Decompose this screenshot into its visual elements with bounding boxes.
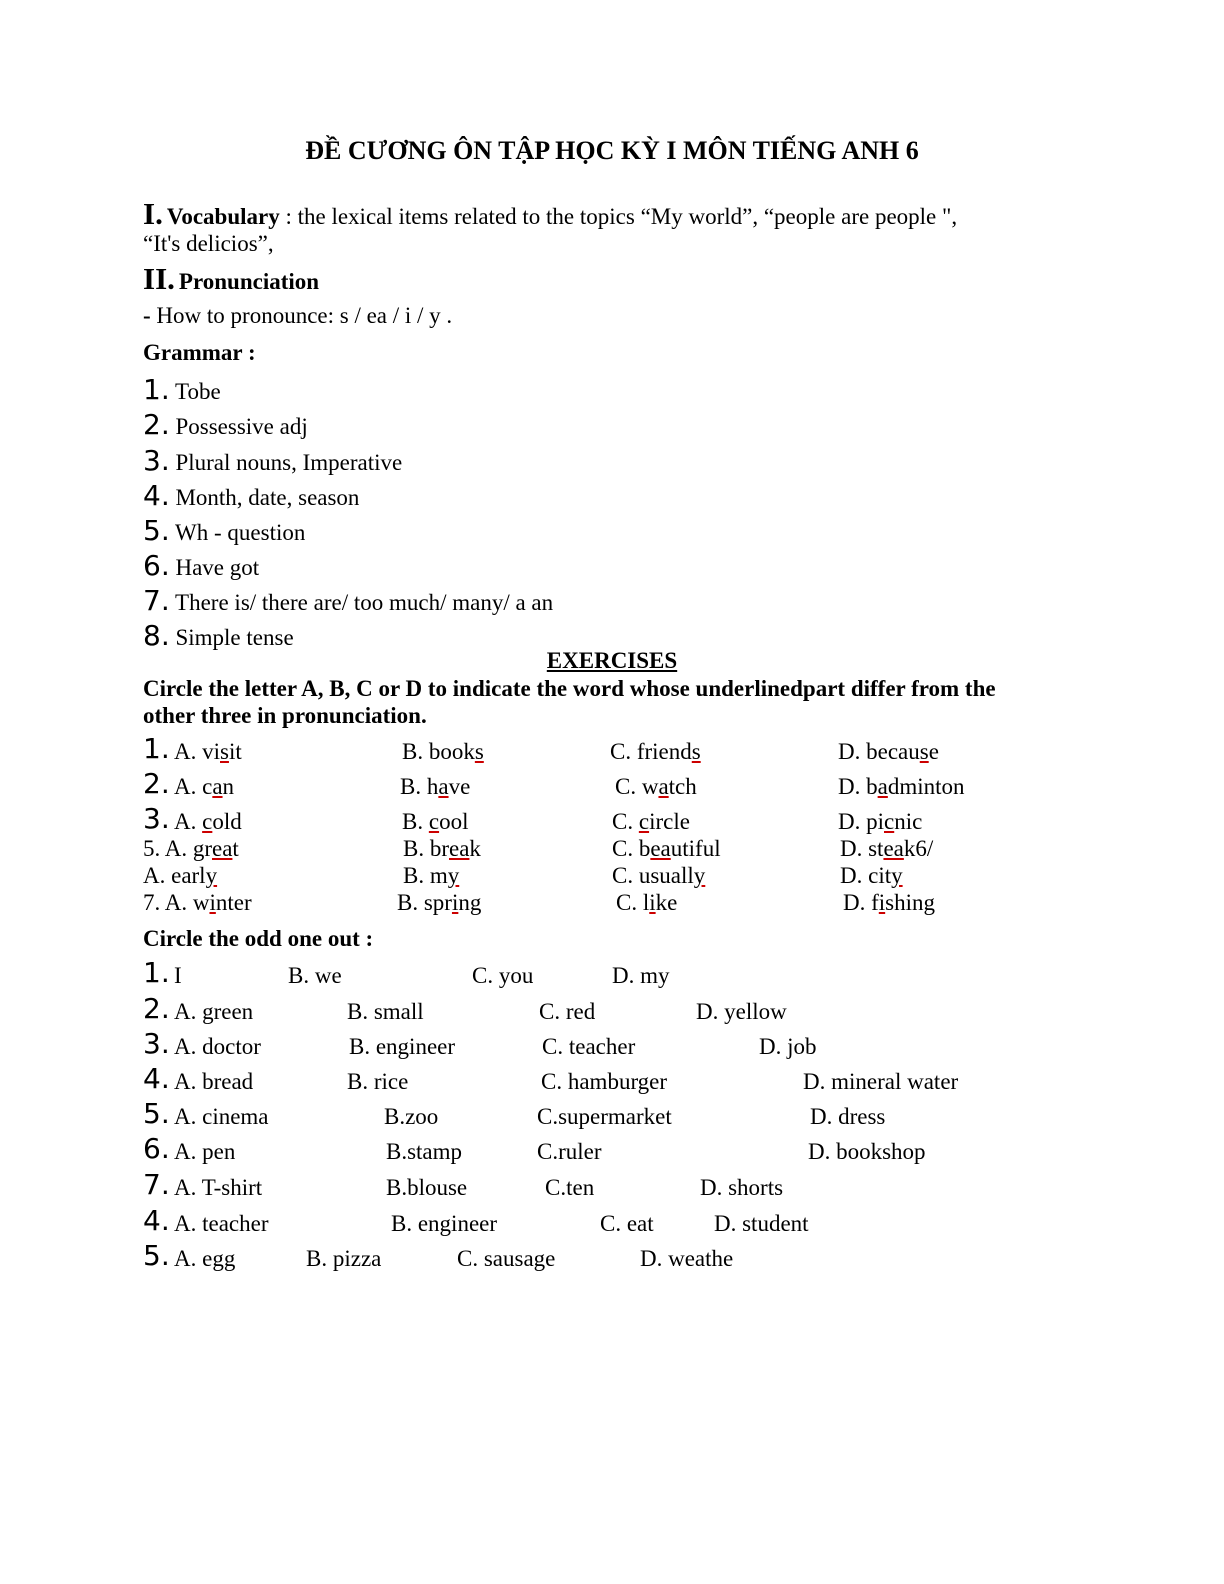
question-number: 4. [143, 1062, 170, 1095]
option-c[interactable]: C. like [616, 890, 678, 915]
item-number: 3. [143, 444, 170, 477]
instruction-line: Circle the letter A, B, C or D to indicate the word whose underlinedpart differ from the [143, 676, 996, 701]
underlined-part: i [878, 890, 886, 915]
option-a[interactable]: A. T-shirt [174, 1175, 263, 1200]
grammar-item [143, 584, 553, 617]
item-number: 7. [143, 584, 170, 617]
option-a[interactable]: A. doctor [174, 1034, 261, 1059]
instruction-line: other three in pronunciation. [143, 703, 427, 728]
grammar-item [143, 373, 221, 406]
grammar-item [143, 444, 402, 477]
option-c[interactable]: C. you [472, 963, 534, 988]
option-b[interactable]: B. we [288, 963, 342, 988]
underlined-part: y [447, 863, 460, 888]
item-number: 4. [143, 479, 170, 512]
section-vocabulary [143, 196, 957, 232]
underlined-part: ea [650, 836, 671, 861]
underlined-part: c [638, 809, 650, 834]
document-title: ĐỀ CƯƠNG ÔN TẬP HỌC KỲ I MÔN TIẾNG ANH 6 [305, 136, 919, 165]
option-d[interactable]: D. steak6/ [840, 836, 934, 861]
option-d[interactable]: D. dress [810, 1104, 886, 1129]
option-c[interactable]: C. beautiful [612, 836, 721, 861]
option-c[interactable]: C. eat [600, 1211, 654, 1236]
option-d[interactable]: D. city [840, 863, 903, 888]
option-b[interactable]: B. engineer [391, 1211, 498, 1236]
underlined-part: s [919, 739, 929, 764]
option-d[interactable]: D. student [714, 1211, 809, 1236]
option-d[interactable]: D. because [838, 739, 939, 764]
dash-marker: - [143, 303, 151, 328]
option-c[interactable]: C.ruler [537, 1139, 602, 1164]
question-number: 1. [143, 956, 170, 989]
pronunciation-text: How to pronounce: s / ea / i / y . [150, 303, 453, 328]
option-c[interactable]: C. teacher [542, 1034, 636, 1059]
option-d[interactable]: D. my [612, 963, 670, 988]
underlined-part: s [220, 739, 229, 764]
question-number: 2. [143, 767, 170, 800]
exercises-heading: EXERCISES [546, 648, 678, 673]
underlined-part: c [202, 809, 213, 834]
underlined-part: a [438, 774, 449, 799]
option-d[interactable]: D. job [759, 1034, 817, 1059]
option-c[interactable]: C. sausage [457, 1246, 556, 1271]
option-b[interactable]: B. cool [402, 809, 469, 834]
option-b[interactable]: B.blouse [386, 1175, 468, 1200]
item-number: 5. [143, 514, 170, 547]
grammar-item [143, 479, 359, 512]
item-text: There is/ there are/ too much/ many/ a an [169, 590, 554, 615]
option-a[interactable]: A. bread [174, 1069, 254, 1094]
item-text: Possessive adj [169, 414, 308, 439]
underlined-part: ea [449, 836, 470, 861]
section-numeral: I. [143, 196, 163, 231]
item-number: 6. [143, 549, 170, 582]
option-a[interactable]: A. cold [174, 809, 242, 834]
option-b[interactable]: B. rice [347, 1069, 409, 1094]
option-a[interactable]: 7. A. winter [143, 890, 252, 915]
underlined-part: i [451, 890, 459, 915]
question-number: 3. [143, 802, 170, 835]
option-b[interactable]: B.stamp [386, 1139, 463, 1164]
underlined-part: ea [212, 836, 233, 861]
underlined-part: ea [883, 836, 904, 861]
option-c[interactable]: C. watch [615, 774, 697, 799]
question-number: 5. [143, 1097, 170, 1130]
section-label: Vocabulary [166, 204, 280, 229]
underlined-part: i [649, 890, 656, 915]
option-a[interactable]: 5. A. great [143, 836, 239, 861]
option-c[interactable]: C.ten [545, 1175, 595, 1200]
question-number: 7. [143, 1168, 170, 1201]
option-d[interactable]: D. yellow [696, 999, 787, 1024]
item-text: Tobe [169, 379, 221, 404]
question-number: 4. [143, 1204, 170, 1237]
section-text-continued: “It's delicios”, [143, 231, 274, 256]
option-a[interactable]: A. pen [174, 1139, 236, 1164]
underlined-part: y [205, 863, 218, 888]
section-numeral: II. [143, 261, 175, 296]
item-number: 2. [143, 408, 170, 441]
option-b[interactable]: B. books [402, 739, 484, 764]
item-text: Plural nouns, Imperative [169, 450, 403, 475]
question-number: 5. [143, 1239, 170, 1272]
option-c[interactable]: C. circle [612, 809, 690, 834]
option-a[interactable]: A. cinema [174, 1104, 269, 1129]
option-c[interactable]: C. friends [610, 739, 701, 764]
question-number: 3. [143, 1027, 170, 1060]
option-a[interactable]: A. visit [174, 739, 242, 764]
section-pronunciation [143, 261, 319, 297]
option-b[interactable]: B. my [403, 863, 460, 888]
option-a[interactable]: A. green [174, 999, 254, 1024]
underlined-part: c [428, 809, 440, 834]
grammar-item [143, 514, 305, 547]
option-d[interactable]: D. shorts [700, 1175, 784, 1200]
item-text: Month, date, season [169, 485, 360, 510]
option-c[interactable]: C. red [539, 999, 596, 1024]
item-number: 8. [143, 619, 170, 652]
option-d[interactable]: D. picnic [838, 809, 923, 834]
option-c[interactable]: C.supermarket [537, 1104, 672, 1129]
item-number: 1. [143, 373, 170, 406]
option-d[interactable]: D. mineral water [803, 1069, 959, 1094]
option-b[interactable]: B. break [403, 836, 481, 861]
question-number: 1. [143, 732, 170, 765]
question-number: 6. [143, 1132, 170, 1165]
pronunciation-note [143, 303, 452, 329]
underlined-part: a [877, 774, 888, 799]
item-text: Wh - question [169, 520, 306, 545]
underlined-part: a [212, 774, 223, 799]
option-b[interactable]: B. pizza [306, 1246, 382, 1271]
underlined-part: a [658, 774, 669, 799]
item-text: Simple tense [169, 625, 294, 650]
option-a[interactable]: A. teacher [174, 1211, 269, 1236]
underlined-part: s [691, 739, 701, 764]
underlined-part: c [884, 809, 895, 834]
option-b[interactable]: B.zoo [384, 1104, 439, 1129]
question-number: 2. [143, 992, 170, 1025]
underlined-part: y [891, 863, 903, 888]
underlined-part: i [209, 890, 216, 915]
option-d[interactable]: D. fishing [843, 890, 936, 915]
option-b[interactable]: B. small [347, 999, 424, 1024]
option-c[interactable]: C. usually [612, 863, 706, 888]
item-text: Have got [169, 555, 260, 580]
grammar-heading: Grammar : [143, 340, 256, 365]
underlined-part: s [474, 739, 484, 764]
section-label: Pronunciation [178, 269, 320, 294]
section-text: : the lexical items related to the topics “My world”, “people are people ", [279, 204, 958, 229]
option-a[interactable]: A. can [174, 774, 235, 799]
grammar-item [143, 549, 259, 582]
option-c[interactable]: C. hamburger [541, 1069, 668, 1094]
underlined-part: y [693, 863, 706, 888]
option-d[interactable]: D. bookshop [808, 1139, 926, 1164]
option-b[interactable]: B. have [400, 774, 471, 799]
option-a[interactable]: A. egg [174, 1246, 236, 1271]
odd-one-out-heading: Circle the odd one out : [143, 926, 374, 951]
grammar-item [143, 408, 308, 441]
option-d[interactable]: D. badminton [838, 774, 965, 799]
option-d[interactable]: D. weathe [640, 1246, 734, 1271]
option-b[interactable]: B. spring [397, 890, 482, 915]
option-a[interactable]: I [174, 963, 182, 988]
option-b[interactable]: B. engineer [349, 1034, 456, 1059]
option-a[interactable]: A. early [143, 863, 218, 888]
